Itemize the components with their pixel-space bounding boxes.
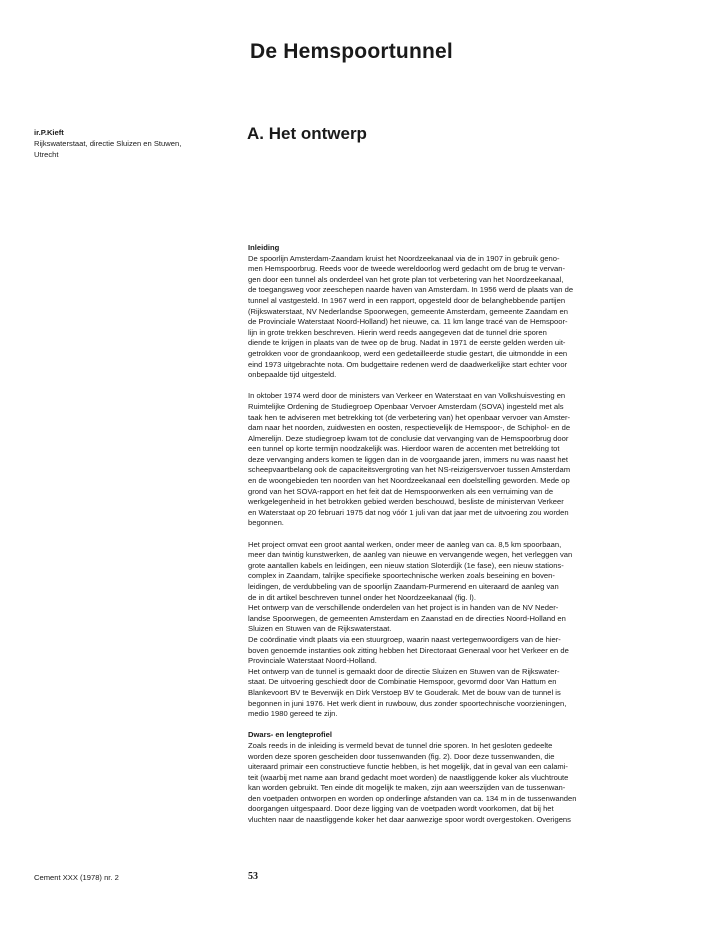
body-column bbox=[248, 243, 632, 826]
paragraph-spacer bbox=[248, 720, 632, 731]
section-heading-inleiding: Inleiding bbox=[248, 243, 280, 252]
paragraph-inleiding-2: In oktober 1974 werd door de ministers van Verkeer en Waterstaat en van Volkshuisvesting en Ruimtelijke Ordening de Studiegroep Openbaar Vervoer Amsterdam (SOVA) ingesteld met als taak hen te adviseren met betrekking tot (de verbetering van) het openbaar vervoer van Amster- dam naar het noorden, zuidwesten en oosten, respectievelijk de Hemspoor-, de Schiphol- en de Almerelijn. Deze studiegroep kwam tot de conclusie dat vervanging van de Hemspoorbrug door een tunnel op korte termijn noodzakelijk was. Hierdoor waren de accenten met betrekking tot deze vervanging anders komen te liggen dan in de voorgaande jaren, immers nu was naast het scheepvaartbelang ook de capaciteitsvergroting van het NS-reizigersvervoer tussen Amsterdam en de woongebieden ten noorden van het Noordzeekanaal een doelstelling geworden. Mede op grond van het SOVA-rapport en het feit dat de Hemspoorwerken als een verruiming van de werkgelegenheid in het betrokken gebied werden beschouwd, besliste de ministervan Verkeer en Waterstaat op 20 februari 1975 dat nog vóór 1 juli van dat jaar met de uitvoering zou worden begonnen. bbox=[248, 391, 571, 528]
section-heading-dwarsprofiel: Dwars- en lengteprofiel bbox=[248, 730, 332, 740]
paragraph-inleiding-1: De spoorlijn Amsterdam-Zaandam kruist het Noordzeekanaal via de in 1907 in gebruik geno- men Hemspoorbrug. Reeds voor de tweede wereldoorlog werd gedacht om de brug te vervan- gen door een tunnel als onderdeel van het grote plan tot verbetering van het Noordzeekanaal, de toegangsweg voor zeeschepen naarde haven van Amsterdam. In 1956 werd de plaats van de tunnel al vastgesteld. In 1967 werd in een rapport, opgesteld door de belanghebbende partijen (Rijkswaterstaat, NV Nederlandse Spoorwegen, gemeente Amsterdam, gemeente Zaandam en de Provinciale Waterstaat Noord-Holland) het nieuwe, ca. 11 km lange tracé van de Hemspoor- lijn in grote trekken beschreven. Hierin werd reeds aangegeven dat de tunnel drie sporen diende te krijgen in plaats van de twee op de brug. Nadat in 1971 de eerste gelden werden uit- getrokken voor de grondaankoop, werd een gedetailleerde studie gestart, die uitmondde in een eind 1973 uitgebrachte nota. Om budgettaire redenen werd de daadwerkelijke start echter voor onbepaalde tijd uitgesteld. bbox=[248, 253, 574, 380]
author-block bbox=[34, 127, 234, 160]
journal-footer: Cement XXX (1978) nr. 2 bbox=[34, 873, 119, 882]
article-title: De Hemspoortunnel bbox=[250, 40, 453, 63]
paragraph-dwarsprofiel-1: Zoals reeds in de inleiding is vermeld bevat de tunnel drie sporen. In het gesloten gedeelte worden deze sporen gescheiden door tussenwanden (fig. 2). Door deze tussenwanden, die uiteraard primair een constructieve functie hebben, is het mogelijk, dat in geval van een calami- teit (waarbij met name aan brand gedacht moet worden) de naastliggende koker als vluchtroute kan worden gebruikt. Ten einde dit mogelijk te maken, zijn aan weerszijden van de tussenwan- den voetpaden ontworpen en worden op onderlinge afstanden van ca. 134 m in de tussenwanden doorgangen uitgespaard. Door deze ligging van de voetpaden wordt voorkomen, dat bij het vluchten naar de naastliggende koker het daar aanwezige spoor wordt overgestoken. Overigens bbox=[248, 740, 577, 825]
author-name: ir.P.Kieft bbox=[34, 128, 64, 137]
author-affiliation: Rijkswaterstaat, directie Sluizen en Stuwen, Utrecht bbox=[34, 139, 182, 159]
paragraph-inleiding-3: Het project omvat een groot aantal werken, onder meer de aanleg van ca. 8,5 km spoorbaan, meer dan twintig kunstwerken, de aanleg van nieuwe en vervangende wegen, het verleggen van grote aantallen kabels en leidingen, een nieuw station Sloterdijk (1e fase), een nieuw stations- complex in Zaandam, talrijke specifieke spoortechnische werken zoals beseining en boven- leidingen, de verdubbeling van de spoorlijn Zaandam-Purmerend en uiteraard de aanleg van de in dit artikel beschreven tunnel onder het Noordzeekanaal (fig. l). Het ontwerp van de verschillende onderdelen van het project is in handen van de NV Neder- landse Spoorwegen, de gemeenten Amsterdam en Zaanstad en de directies Noord-Holland en Sluizen en Stuwen van de Rijkswaterstaat. De coördinatie vindt plaats via een stuurgroep, waarin naast vertegenwoordigers van de hier- boven genoemde instanties ook zitting hebben het Directoraat Generaal voor het Verkeer en de Provinciale Waterstaat Noord-Holland. Het ontwerp van de tunnel is gemaakt door de directie Sluizen en Stuwen van de Rijkswater- staat. De uitvoering geschiedt door de Combinatie Hemspoor, gevormd door Van Hattum en Blankevoort BV te Beverwijk en Dirk Verstoep BV te Gouderak. Met de bouw van de tunnel is begonnen in juni 1976. Het werk dient in ruwbouw, dus zonder spoortechnische voorzieningen, medio 1980 gereed te zijn. bbox=[248, 539, 573, 719]
paragraph-spacer bbox=[248, 529, 632, 540]
paragraph-spacer bbox=[248, 381, 632, 392]
page-number: 53 bbox=[248, 871, 258, 882]
article-subtitle: A. Het ontwerp bbox=[247, 124, 367, 143]
